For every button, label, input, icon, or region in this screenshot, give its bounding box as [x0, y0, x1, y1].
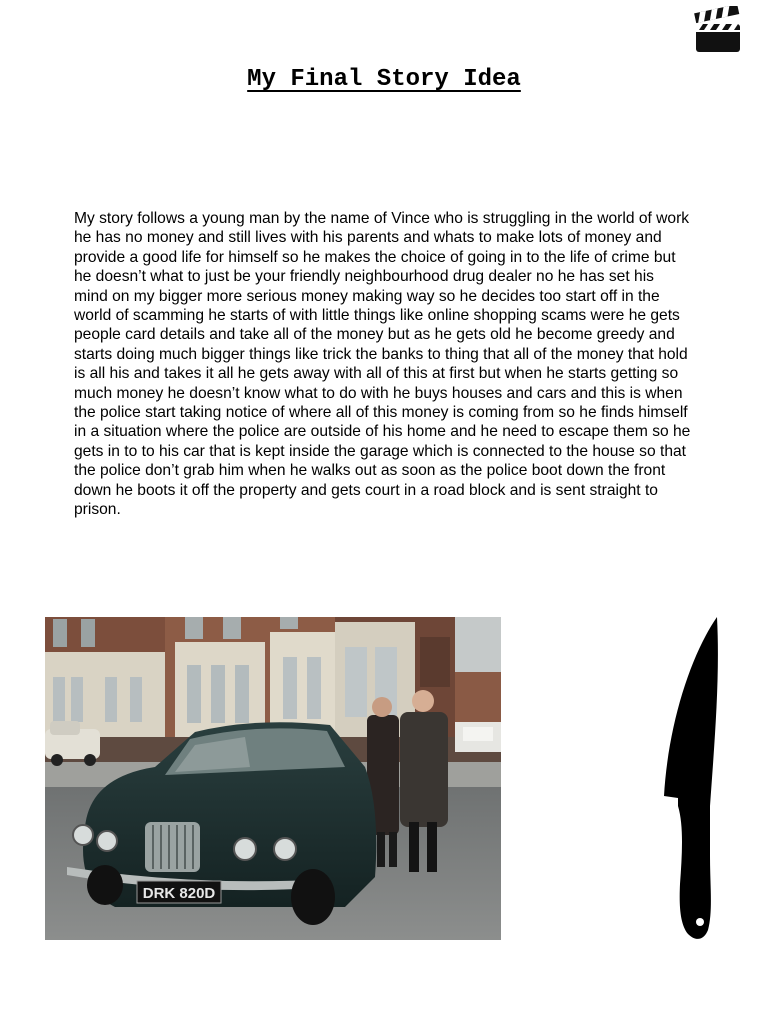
clapperboard-icon — [693, 6, 743, 54]
story-paragraph: My story follows a young man by the name of Vince who is struggling in the world of work he has no money and still lives with his parents and whats to make lots of money and provide a good life for himself so he makes the choice of going in to the life of crime but he doesn’t what to just be your friendly neighbourhood drug dealer no he has set his mind on my bigger more serious money making way so he decides too start off in the world of scamming he starts of with little things like online shopping scams were he gets people card details and take all of the money but as he gets old he become greedy and starts doing much bigger things like trick the banks to thing that all of the money that hold is all his and takes it all he gets away with all of this at first but when he starts getting so much money he doesn’t know what to do with he buys houses and cars and this is when the police start taking notice of where all of this money is coming from so he finds himself in a situation where the police are outside of his home and he need to escape them so he gets in to to his car that is kept inside the garage which is connected to the house so that the police don’t grab him when he walks out as soon as the police boot down the front down he boots it off the property and gets court in a road block and is sent straight to prison. — [74, 210, 691, 519]
page-title: My Final Story Idea — [247, 66, 521, 93]
number-plate: DRK 820D — [142, 885, 216, 902]
car-photo-image — [45, 617, 501, 940]
knife-icon — [660, 616, 722, 942]
car-photo — [45, 617, 501, 940]
